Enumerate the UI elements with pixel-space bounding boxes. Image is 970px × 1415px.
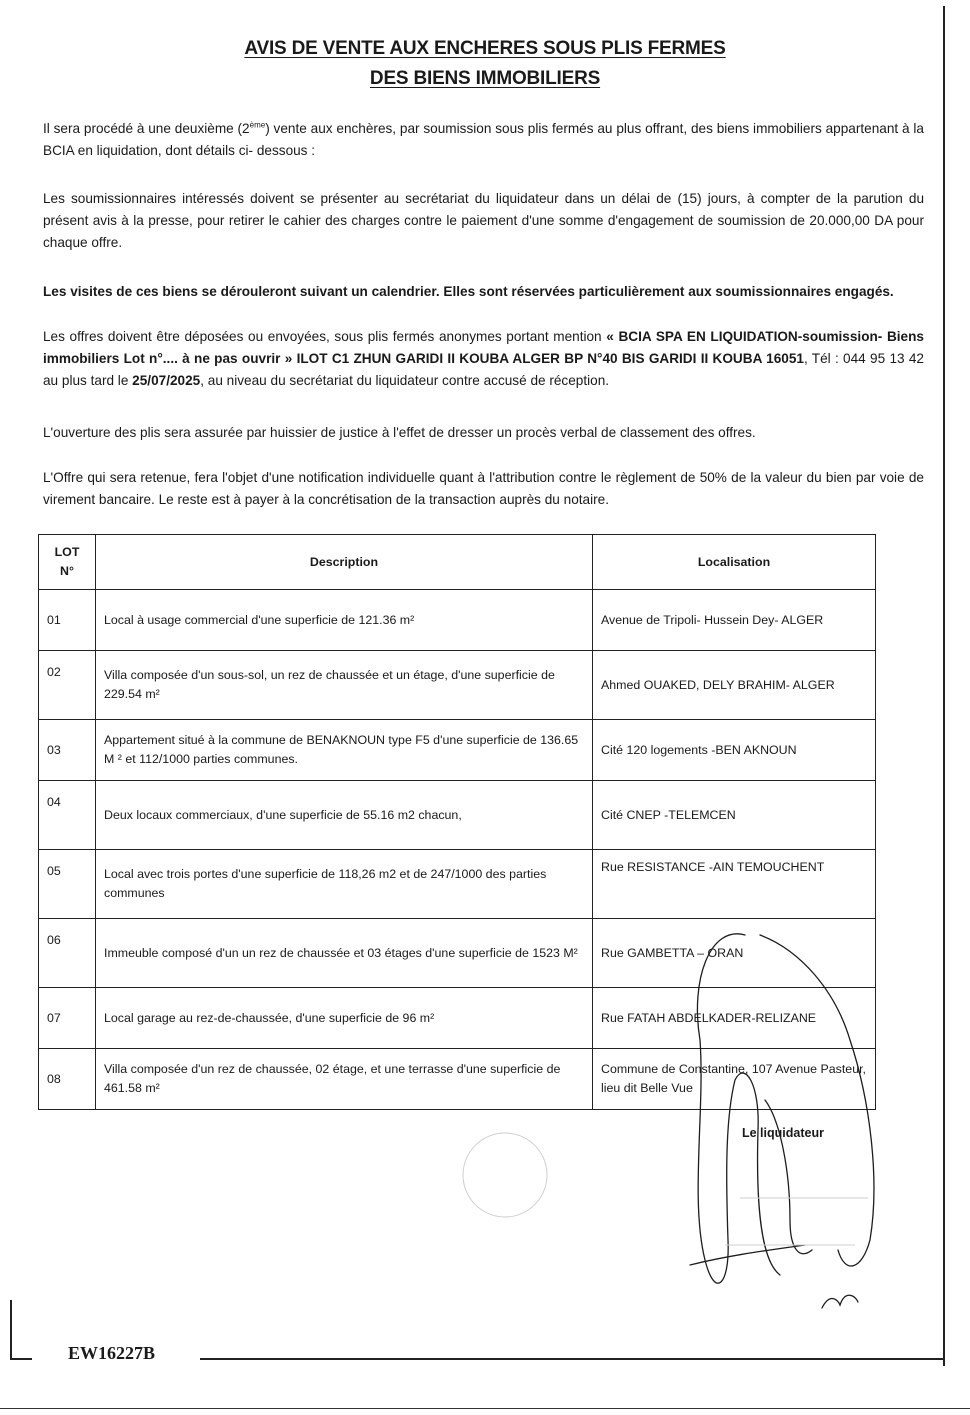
paragraph-award: L'Offre qui sera retenue, fera l'objet d'une notification individuelle quant à l'attribution contre le règlement de 50% de la valeur du bien par voie de virement bancaire. Le reste est à payer à la concrétisation de la transaction auprès du notaire. [43,470,924,507]
submission-address: « BCIA SPA EN LIQUIDATION-soumission- Biens immobiliers Lot n°.... à ne pas ouvrir » ILOT C1 ZHUN GARIDI II KOUBA ALGER BP N°40 BIS GARIDI II KOUBA 16051 [43,329,924,366]
page-frame-left [10,1300,12,1360]
publication-reference: EW16227B [68,1343,156,1363]
paragraph-intro-text-b: ) vente aux enchères, par soumission sous plis fermés au plus offrant, des biens immobiliers appartenant à la BCIA en liquidation, dont détails ci- dessous : [43,121,924,158]
table-row [39,850,876,919]
paragraph-opening: L'ouverture des plis sera assurée par huissier de justice à l'effet de dresser un procès verbal de classement des offres. [43,425,756,440]
lot-localisation: Rue FATAH ABDELKADER-RELIZANE [593,988,876,1049]
paragraph-visits: Les visites de ces biens se dérouleront suivant un calendrier. Elles sont réservées particulièrement aux soumissionnaires engagés. [43,284,894,299]
paragraph-intro [43,118,924,162]
paragraph-submission [43,326,924,392]
notice-title [0,34,970,94]
header-lot [39,535,96,590]
submission-text-e: , au niveau du secrétariat du liquidateur contre accusé de réception. [200,373,610,388]
header-lot-line-2: N° [60,564,74,578]
paragraph-conditions: Les soumissionnaires intéressés doivent se présenter au secrétariat du liquidateur dans un délai de (15) jours, à compter de la parution du présent avis à la presse, pour retirer le cahier des charges contre le paiement d'une somme d'engagement de soumission de 20.000,00 DA pour chaque offre. [43,191,924,250]
lot-number: 04 [39,781,96,850]
page-bottom-rule [0,1408,970,1409]
table-row [39,988,876,1049]
lot-number: 07 [39,988,96,1049]
page-frame-bottom-right [200,1358,945,1360]
table-row [39,919,876,988]
lot-localisation: Cité CNEP -TELEMCEN [593,781,876,850]
lot-localisation: Avenue de Tripoli- Hussein Dey- ALGER [593,590,876,651]
page-frame-bottom-left [10,1358,32,1360]
lot-description: Local à usage commercial d'une superficie de 121.36 m² [96,590,593,651]
lot-description: Villa composée d'un rez de chaussée, 02 étage, et une terrasse d'une superficie de 461.58 m² [96,1049,593,1110]
table-row [39,651,876,720]
lot-description: Deux locaux commerciaux, d'une superficie de 55.16 m2 chacun, [96,781,593,850]
table-row [39,781,876,850]
title-line-1: AVIS DE VENTE AUX ENCHERES SOUS PLIS FERMES [244,38,726,59]
lot-description: Villa composée d'un sous-sol, un rez de chaussée et un étage, d'une superficie de 229.54 m² [96,651,593,720]
lots-table [38,534,876,1110]
title-line-2: DES BIENS IMMOBILIERS [369,68,601,89]
header-localisation: Localisation [593,535,876,590]
lot-number: 01 [39,590,96,651]
submission-text-a: Les offres doivent être déposées ou envoyées, sous plis fermés anonymes portant mention [43,329,607,344]
lot-number: 03 [39,720,96,781]
lot-number: 06 [39,919,96,988]
lot-localisation: Rue GAMBETTA – ORAN [593,919,876,988]
lot-localisation: Rue RESISTANCE -AIN TEMOUCHENT [593,850,876,919]
page-frame-right [943,6,945,1366]
submission-text-c: , Tél : 044 95 13 42 au plus tard le [43,351,924,388]
lot-localisation: Cité 120 logements -BEN AKNOUN [593,720,876,781]
lot-description: Local garage au rez-de-chaussée, d'une superficie de 96 m² [96,988,593,1049]
submission-deadline: 25/07/2025 [132,373,201,388]
lot-localisation: Ahmed OUAKED, DELY BRAHIM- ALGER [593,651,876,720]
table-row [39,1049,876,1110]
lot-number: 05 [39,850,96,919]
table-row [39,590,876,651]
lot-description: Appartement situé à la commune de BENAKNOUN type F5 d'une superficie de 136.65 M ² et 112/1000 parties communes. [96,720,593,781]
header-description: Description [96,535,593,590]
lot-localisation: Commune de Constantine, 107 Avenue Pasteur, lieu dit Belle Vue [593,1049,876,1110]
paragraph-intro-text-a: Il sera procédé à une deuxième (2 [43,121,250,136]
paragraph-intro-superscript: ème [249,120,266,130]
table-header-row [39,535,876,590]
lot-description: Immeuble composé d'un un rez de chaussée et 03 étages d'une superficie de 1523 M² [96,919,593,988]
header-lot-line-1: LOT [54,545,80,559]
lot-description: Local avec trois portes d'une superficie de 118,26 m2 et de 247/1000 des parties communes [96,850,593,919]
lot-number: 08 [39,1049,96,1110]
lot-number: 02 [39,651,96,720]
table-row [39,720,876,781]
signatory-label: Le liquidateur [742,1126,824,1140]
